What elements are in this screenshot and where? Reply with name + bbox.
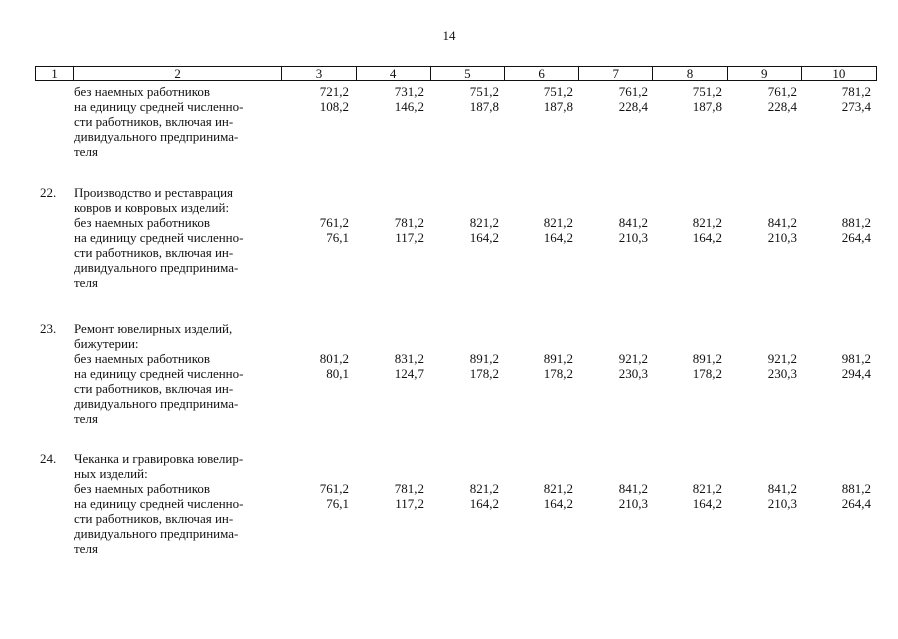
table-cell: 921,2 bbox=[767, 351, 797, 366]
section-title-line: бижутерии: bbox=[74, 336, 139, 351]
table-cell: 781,2 bbox=[394, 481, 424, 496]
table-cell: 761,2 bbox=[767, 84, 797, 99]
table-cell: 187,8 bbox=[543, 99, 573, 114]
table-cell: 164,2 bbox=[543, 230, 573, 245]
row-label-line: без наемных работников bbox=[74, 84, 211, 99]
table-cell: 761,2 bbox=[618, 84, 648, 99]
row-label-line: сти работников, включая ин- bbox=[74, 245, 234, 260]
section-number: 23. bbox=[40, 321, 57, 336]
table-cell: 821,2 bbox=[469, 215, 499, 230]
table-cell: 230,3 bbox=[618, 366, 648, 381]
table-cell: 187,8 bbox=[469, 99, 499, 114]
table-cell: 891,2 bbox=[469, 351, 499, 366]
table-row bbox=[0, 481, 898, 496]
table-cell: 921,2 bbox=[618, 351, 648, 366]
table-cell: 164,2 bbox=[469, 496, 499, 511]
table-cell: 228,4 bbox=[767, 99, 797, 114]
table-cell: 178,2 bbox=[692, 366, 722, 381]
table-cell: 831,2 bbox=[394, 351, 424, 366]
table-cell: 210,3 bbox=[767, 496, 797, 511]
table-cell: 781,2 bbox=[841, 84, 871, 99]
table-cell: 178,2 bbox=[469, 366, 499, 381]
row-label-line: на единицу средней численно- bbox=[74, 99, 244, 114]
header-cell-9: 9 bbox=[728, 67, 802, 80]
table-row bbox=[0, 99, 898, 114]
section-title-line: Ремонт ювелирных изделий, bbox=[74, 321, 233, 336]
row-label-line: на единицу средней численно- bbox=[74, 230, 244, 245]
header-cell-3: 3 bbox=[282, 67, 356, 80]
table-cell: 981,2 bbox=[841, 351, 871, 366]
table-cell: 210,3 bbox=[618, 230, 648, 245]
table-row bbox=[0, 215, 898, 230]
header-cell-6: 6 bbox=[505, 67, 579, 80]
header-cell-1: 1 bbox=[36, 67, 74, 80]
table-cell: 294,4 bbox=[841, 366, 871, 381]
header-cell-4: 4 bbox=[357, 67, 431, 80]
table-cell: 781,2 bbox=[394, 215, 424, 230]
row-label-line: сти работников, включая ин- bbox=[74, 114, 234, 129]
section-title-line: ных изделий: bbox=[74, 466, 148, 481]
header-cell-8: 8 bbox=[653, 67, 727, 80]
table-cell: 881,2 bbox=[841, 215, 871, 230]
table-cell: 273,4 bbox=[841, 99, 871, 114]
table-cell: 178,2 bbox=[543, 366, 573, 381]
table-cell: 841,2 bbox=[618, 215, 648, 230]
section-number: 24. bbox=[40, 451, 57, 466]
section-title-line: ковров и ковровых изделий: bbox=[74, 200, 230, 215]
table-cell: 821,2 bbox=[692, 481, 722, 496]
table-cell: 210,3 bbox=[767, 230, 797, 245]
row-label-line: теля bbox=[74, 275, 98, 290]
table-cell: 731,2 bbox=[394, 84, 424, 99]
row-label-line: дивидуального предпринима- bbox=[74, 129, 239, 144]
section-number: 22. bbox=[40, 185, 57, 200]
table-cell: 761,2 bbox=[319, 215, 349, 230]
table-cell: 891,2 bbox=[543, 351, 573, 366]
row-label-line: сти работников, включая ин- bbox=[74, 381, 234, 396]
table-cell: 821,2 bbox=[692, 215, 722, 230]
table-cell: 891,2 bbox=[692, 351, 722, 366]
header-cell-2: 2 bbox=[74, 67, 282, 80]
row-label-line: без наемных работников bbox=[74, 351, 211, 366]
table-cell: 881,2 bbox=[841, 481, 871, 496]
table-cell: 228,4 bbox=[618, 99, 648, 114]
table-cell: 164,2 bbox=[469, 230, 499, 245]
row-label-line: теля bbox=[74, 411, 98, 426]
table-header-row bbox=[35, 66, 877, 81]
table-row bbox=[0, 496, 898, 511]
table-cell: 76,1 bbox=[326, 496, 349, 511]
table-cell: 80,1 bbox=[326, 366, 349, 381]
table-cell: 164,2 bbox=[543, 496, 573, 511]
table-cell: 821,2 bbox=[543, 481, 573, 496]
row-label-line: теля bbox=[74, 541, 98, 556]
table-row bbox=[0, 84, 898, 99]
row-label-line: без наемных работников bbox=[74, 215, 211, 230]
row-label-line: дивидуального предпринима- bbox=[74, 526, 239, 541]
table-cell: 751,2 bbox=[469, 84, 499, 99]
row-label-line: на единицу средней численно- bbox=[74, 366, 244, 381]
table-cell: 76,1 bbox=[326, 230, 349, 245]
section-title-line: Производство и реставрация bbox=[74, 185, 234, 200]
row-label-line: дивидуального предпринима- bbox=[74, 396, 239, 411]
table-cell: 841,2 bbox=[767, 215, 797, 230]
table-row bbox=[0, 230, 898, 245]
row-label-line: на единицу средней численно- bbox=[74, 496, 244, 511]
table-cell: 146,2 bbox=[394, 99, 424, 114]
table-cell: 264,4 bbox=[841, 230, 871, 245]
table-row bbox=[0, 351, 898, 366]
table-cell: 108,2 bbox=[319, 99, 349, 114]
page-number: 14 bbox=[442, 28, 456, 43]
table-cell: 751,2 bbox=[543, 84, 573, 99]
table-cell: 751,2 bbox=[692, 84, 722, 99]
table-cell: 821,2 bbox=[543, 215, 573, 230]
table-cell: 264,4 bbox=[841, 496, 871, 511]
table-cell: 117,2 bbox=[395, 230, 424, 245]
table-cell: 210,3 bbox=[618, 496, 648, 511]
header-cell-5: 5 bbox=[431, 67, 505, 80]
table-cell: 230,3 bbox=[767, 366, 797, 381]
table-cell: 164,2 bbox=[692, 496, 722, 511]
table-cell: 721,2 bbox=[319, 84, 349, 99]
table-cell: 801,2 bbox=[319, 351, 349, 366]
header-cell-10: 10 bbox=[832, 66, 846, 81]
table-row bbox=[0, 366, 898, 381]
table-cell: 821,2 bbox=[469, 481, 499, 496]
table-cell: 841,2 bbox=[767, 481, 797, 496]
table-cell: 841,2 bbox=[618, 481, 648, 496]
row-label-line: дивидуального предпринима- bbox=[74, 260, 239, 275]
table-cell: 117,2 bbox=[395, 496, 424, 511]
section-title-line: Чеканка и гравировка ювелир- bbox=[74, 451, 244, 466]
table-cell: 124,7 bbox=[394, 366, 424, 381]
row-label-line: без наемных работников bbox=[74, 481, 211, 496]
table-cell: 761,2 bbox=[319, 481, 349, 496]
row-label-line: сти работников, включая ин- bbox=[74, 511, 234, 526]
header-cell-7: 7 bbox=[579, 67, 653, 80]
row-label-line: теля bbox=[74, 144, 98, 159]
table-cell: 187,8 bbox=[692, 99, 722, 114]
table-cell: 164,2 bbox=[692, 230, 722, 245]
